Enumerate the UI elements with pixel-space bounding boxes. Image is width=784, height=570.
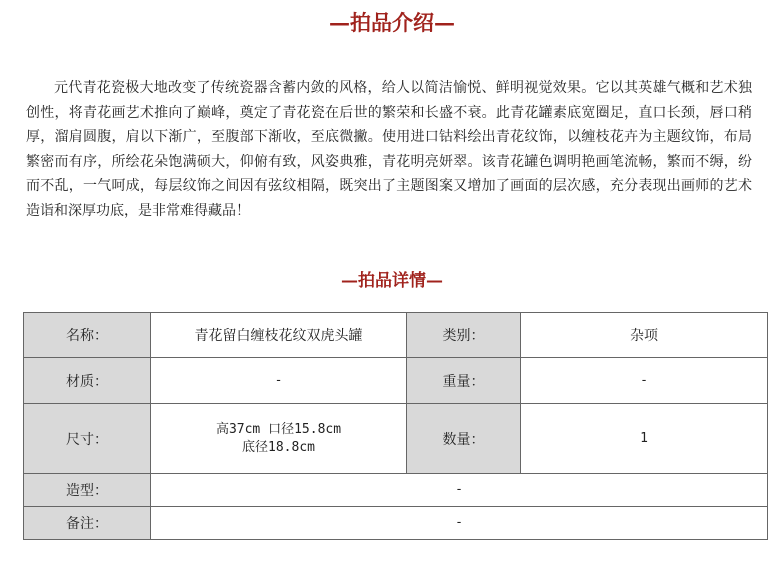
material-label: 材质： — [24, 358, 151, 404]
details-table — [23, 312, 768, 540]
name-value: 青花留白缠枝花纹双虎头罐 — [151, 313, 407, 358]
table-row — [24, 474, 768, 507]
table-row — [24, 358, 768, 404]
category-value: 杂项 — [521, 313, 768, 358]
weight-label: 重量： — [407, 358, 521, 404]
notes-value: - — [151, 507, 768, 540]
size-value — [151, 404, 407, 474]
intro-section-title: —拍品介绍— — [329, 10, 455, 35]
size-value-line-1: 高37cm 口径15.8cm — [215, 421, 342, 437]
quantity-label: 数量： — [407, 404, 521, 474]
size-label: 尺寸： — [24, 404, 151, 474]
category-label: 类别： — [407, 313, 521, 358]
table-row — [24, 404, 768, 474]
shape-value: - — [151, 474, 768, 507]
shape-label: 造型： — [24, 474, 151, 507]
quantity-value: 1 — [521, 404, 768, 474]
name-label: 名称： — [24, 313, 151, 358]
notes-label: 备注： — [24, 507, 151, 540]
intro-paragraph: 元代青花瓷极大地改变了传统瓷器含蓄内敛的风格，给人以简洁愉悦、鲜明视觉效果。它以其英雄气概和艺术独创性，将青花画艺术推向了巅峰，奠定了青花瓷在后世的繁荣和长盛不衰。此青花罐素底宽圈足，直口长颈，唇口稍厚，溜肩圆腹，肩以下渐广，至腹部下渐收，至底微撇。使用进口钴料绘出青花纹饰，以缠枝花卉为主题纹饰，布局繁密而有序，所绘花朵饱满硕大，仰俯有致，风姿典雅，青花明亮妍翠。该青花罐色调明艳画笔流畅，繁而不缛，纷而不乱，一气呵成，每层纹饰之间因有弦纹相隔，既突出了主题图案又增加了画面的层次感，充分表现出画师的艺术造诣和深厚功底，是非常难得藏品！ — [26, 80, 752, 219]
table-row — [24, 507, 768, 540]
material-value: - — [151, 358, 407, 404]
size-value-line-2: 底径18.8cm — [242, 439, 315, 455]
table-row — [24, 313, 768, 358]
details-section-title: —拍品详情— — [341, 271, 443, 291]
weight-value: - — [521, 358, 768, 404]
